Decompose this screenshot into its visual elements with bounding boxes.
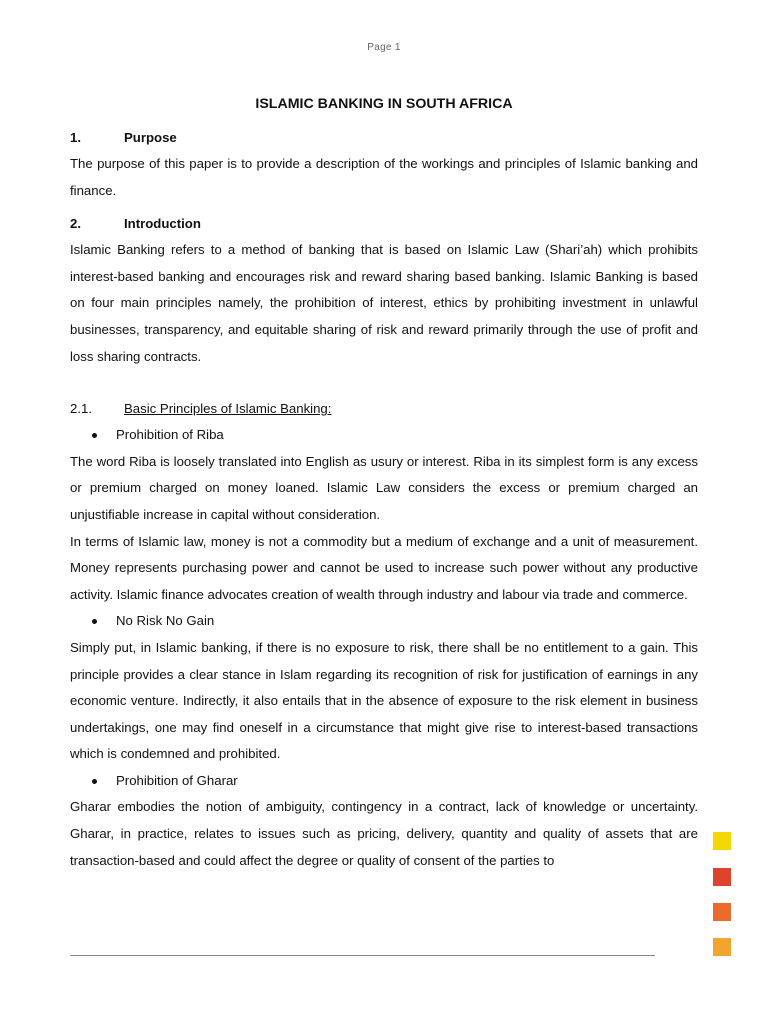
bullet-label: No Risk No Gain: [116, 613, 215, 629]
bullet-icon: [92, 619, 97, 624]
bullet-icon: [92, 779, 97, 784]
amber-square-icon: [713, 938, 731, 956]
section-number: 1.: [70, 130, 81, 145]
page-number: Page 1: [367, 42, 401, 53]
riba-paragraph-2: In terms of Islamic law, money is not a commodity but a medium of exchange and a unit of measurement. Money represents purchasing power and cannot be used to increase such power without any productive activity. Islamic finance advocates creation of wealth through industry and labour via trade and commerce.: [70, 533, 698, 602]
document-body: [70, 90, 698, 874]
yellow-square-icon: [713, 832, 731, 850]
document-title: ISLAMIC BANKING IN SOUTH AFRICA: [255, 96, 513, 112]
orange-square-icon: [713, 903, 731, 921]
section-number: 2.: [70, 216, 81, 232]
purpose-paragraph: The purpose of this paper is to provide a description of the workings and principles of Islamic banking and finance.: [70, 156, 698, 198]
bullet-item-riba: [70, 422, 698, 449]
bullet-label: Prohibition of Gharar: [116, 772, 238, 788]
subsection-title: Basic Principles of Islamic Banking:: [124, 401, 332, 417]
section-title: Introduction: [124, 216, 201, 232]
subsection-number: 2.1.: [70, 401, 92, 417]
riba-paragraph-1: The word Riba is loosely translated into English as usury or interest. Riba in its simplest form is any excess or premium charged on money loaned. Islamic Law considers the excess or premium charged an unjustifiable increase in capital without consideration.: [70, 453, 698, 522]
no-risk-paragraph: Simply put, in Islamic banking, if there is no exposure to risk, there shall be no entitlement to a gain. This principle provides a clear stance in Islam regarding its recognition of risk for justification of earnings in any economic venture. Indirectly, it also entails that in the absence of exposure to the risk element in business undertakings, one may find oneself in a circumstance that might give rise to interest-based transactions which is condemned and prohibited.: [70, 639, 698, 762]
gharar-paragraph: Gharar embodies the notion of ambiguity, contingency in a contract, lack of knowledge or uncertainty. Gharar, in practice, relates to issues such as pricing, delivery, quantity and quality of assets that are transaction-based and could affect the degree or quality of consent of the parties to: [70, 799, 698, 868]
bullet-item-gharar: [70, 768, 698, 795]
bullet-icon: [92, 433, 97, 438]
bullet-label: Prohibition of Riba: [116, 427, 224, 443]
red-square-icon: [713, 868, 731, 886]
section-heading-purpose: [70, 125, 698, 151]
subsection-heading: [70, 396, 698, 422]
bullet-item-no-risk-no-gain: [70, 608, 698, 635]
section-heading-introduction: [70, 211, 698, 237]
introduction-paragraph: Islamic Banking refers to a method of banking that is based on Islamic Law (Shari’ah) which prohibits interest-based banking and encourages risk and reward sharing based banking. Islamic Banking is based on four main principles namely, the prohibition of interest, ethics by prohibiting investment in unlawful businesses, transparency, and equitable sharing of risk and reward primarily through the use of profit and loss sharing contracts.: [70, 242, 698, 364]
section-title: Purpose: [124, 130, 177, 145]
footer-divider: [70, 955, 655, 956]
